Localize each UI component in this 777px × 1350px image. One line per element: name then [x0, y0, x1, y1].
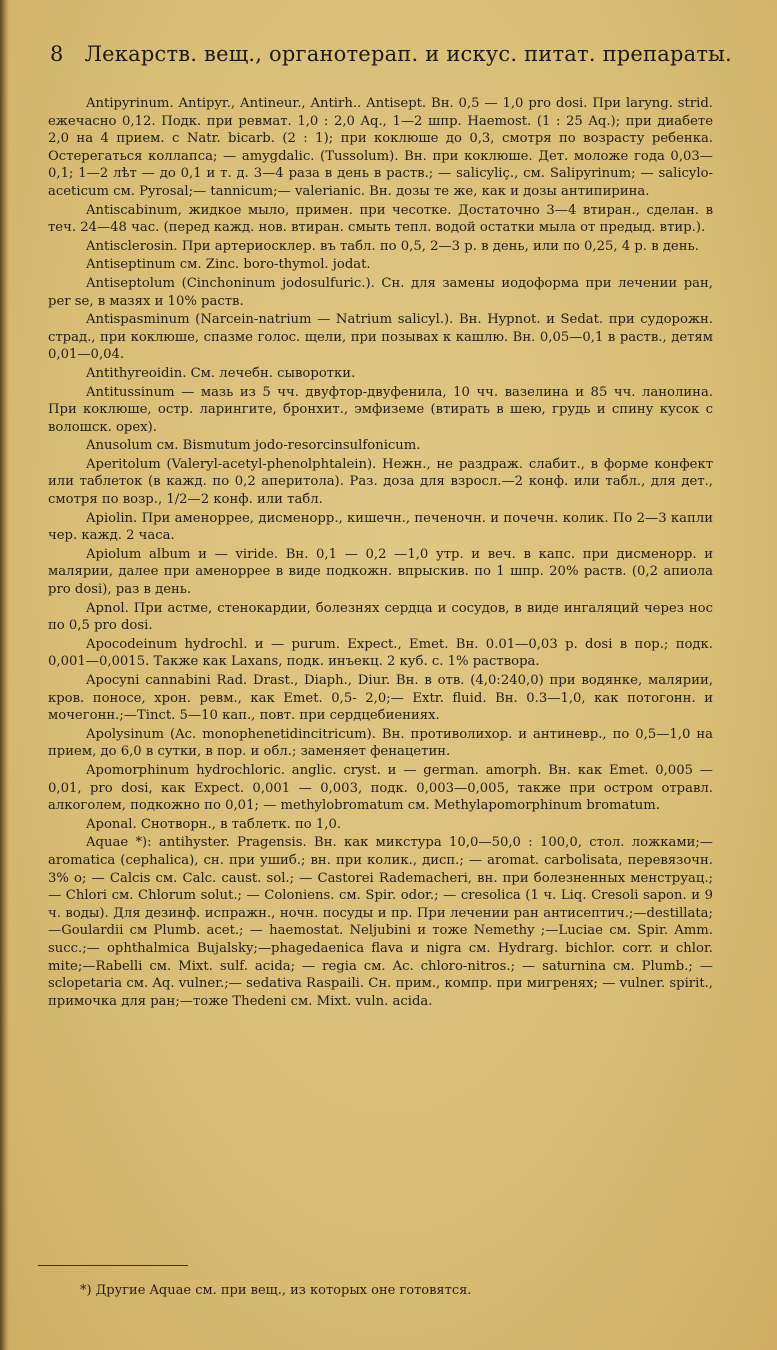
entry-apiolin: Apiolin. При аменоррее, дисменорр., кишечн., печеночн. и почечн. колик. По 2—3 капли чер. кажд. 2 часа.	[48, 510, 713, 544]
entry-antiseptolum: Antiseptolum (Cinchoninum jodosulfuric.). Сн. для замены иодоформа при лечении ран, per se, в мазях и 10% раств.	[48, 275, 713, 309]
entry-aquae: Aquae *): antihyster. Pragensis. Вн. как микстура 10,0—50,0 : 100,0, стол. ложками;—aromatica (cephalica), сн. при ушиб.; вн. при колик., дисп.; — aromat. carbolisata, перевязочн. 3% о; — Calcis см. Calc. caust. sol.; — Castorei Rademacheri, вн. при болезненных менструац.; — Chlori см. Chlorum solut.; — Coloniens. см. Spir. odor.; — cresolica (1 ч. Liq. Cresoli sapon. и 9 ч. воды). Для дезинф. испражн., ночн. посуды и пр. При лечении ран антисептич.;—destillata;—Goulardii см Plumb. acet.; — haemostat. Neljubini и тоже Nemethy ;—Luciae см. Spir. Amm. succ.;— ophthalmica Bujalsky;—phagedaenica flava и nigra см. Hydrarg. bichlor. corr. и chlor. mite;—Rabelli см. Mixt. sulf. acida; — regia см. Ac. chloro-nitros.; — saturnina см. Plumb.; — sclopetaria см. Aq. vulner.;— sedativa Raspaili. Сн. прим., компр. при мигренях; — vulner. spirit., примочка для ран;—тоже Thedeni см. Mixt. vuln. acida.	[48, 835, 713, 1009]
running-title: Лекарств. вещ., органотерап. и искус. питат. препараты.	[84, 42, 732, 66]
entry-antisclerosin: Antisclerosin. При артериосклер. въ табл. по 0,5, 2—3 р. в день, или по 0,25, 4 р. в день.	[86, 238, 699, 254]
entry-aponal: Aponal. Снотворн., в таблетк. по 1,0.	[86, 816, 342, 832]
entry-antithyreoidin: Antithyreoidin. См. лечебн. сыворотки.	[86, 365, 356, 381]
entry-antiseptinum: Antiseptinum см. Zinc. boro-thymol. jodat.	[86, 257, 371, 273]
footnote-divider	[38, 1265, 188, 1266]
entry-antitussinum: Antitussinum — мазь из 5 чч. двуфтор-двуфенила, 10 чч. вазелина и 85 чч. ланолина. При коклюше, остр. ларингите, бронхит., эмфиземе (втирать в шею, грудь и спину кусок с волошск. орех).	[48, 384, 713, 435]
entry-apocodeinum: Apocodeinum hydrochl. и — purum. Expect., Emet. Вн. 0.01—0,03 p. dosi в пор.; подк. 0,001—0,0015. Также как Laxans, подк. инъекц. 2 куб. с. 1% раствора.	[48, 636, 713, 670]
entry-antiscabinum: Antiscabinum, жидкое мыло, примен. при чесотке. Достаточно 3—4 втиран., сделан. в теч. 24—48 час. (перед кажд. нов. втиран. смыть тепл. водой остатки мыла от предыд. втир.).	[48, 202, 713, 236]
entry-apolysinum: Apolysinum (Ac. monophenetidincitricum). Вн. противолихор. и антиневр., по 0,5—1,0 на прием, до 6,0 в сутки, в пор. и обл.; заменяет фенацетин.	[48, 726, 713, 760]
entry-antispasminum: Antispasminum (Narcein-natrium — Natrium salicyl.). Вн. Hypnot. и Sedat. при судорожн. страд., при коклюше, спазме голос. щели, при позывах к кашлю. Вн. 0,05—0,1 в раств., детям 0,01—0,04.	[48, 312, 713, 363]
entry-antipyrinum: Antipyrinum. Antipyr., Antineur., Antirh.. Antisept. Вн. 0,5 — 1,0 pro dosi. При laryng. strid. ежечасно 0,12. Подк. при ревмат. 1,0 : 2,0 Aq., 1—2 шпр. Haemost. (1 : 25 Aq.); при диабете 2,0 на 4 прием. с Natr. bicarb. (2 : 1); при коклюше до 0,3, смотря по возрасту ребенка. Остерегаться коллапса; — amygdalic. (Tussolum). Вн. при коклюше. Дет. моложе года 0,03—0,1; 1—2 лѣт — до 0,1 и т. д. 3—4 раза в день в раств.; — salicyliç., см. Salipyrinum; — salicylo-aceticum см. Pyrosal;— tannicum;— valerianic. Вн. дозы те же, как и дозы антипирина.	[48, 96, 713, 199]
entry-aperitolum: Aperitolum (Valeryl-acetyl-phenolphtalein). Нежн., не раздраж. слабит., в форме конфект или таблеток (в кажд. по 0,2 аперитола). Раз. доза для взросл.—2 конф. или табл., для дет., смотря по возр., 1/2—2 конф. или табл.	[48, 456, 713, 508]
page-binding-edge	[0, 0, 9, 1350]
entry-anusolum: Anusolum см. Bismutum jodo-resorcinsulfonicum.	[86, 438, 421, 454]
page-header	[50, 42, 740, 66]
page-number: 8	[50, 42, 64, 66]
footnote: *) Другие Aquae см. при вещ., из которых оне готовятся.	[80, 1283, 472, 1298]
entry-apnol: Apnol. При астме, стенокардии, болезнях сердца и сосудов, в виде ингаляций через нос по 0,5 pro dosi.	[48, 600, 713, 634]
entries-list	[48, 95, 713, 1011]
entry-apomorphinum: Apomorphinum hydrochloric. anglic. cryst. и — german. amorph. Вн. как Emet. 0,005 — 0,01, pro dosi, как Expect. 0,001 — 0,003, подк. 0,003—0,005, также при остром отравл. алкоголем, подкожно по 0,01; — methylobromatum см. Methylapomorphinum bromatum.	[48, 762, 713, 814]
entry-apiolum: Apiolum album и — viride. Вн. 0,1 — 0,2 —1,0 утр. и веч. в капс. при дисменорр. и малярии, далее при аменоррее в виде подкожн. впрыскив. по 1 шпр. 20% раств. (0,2 апиола pro dosi), раз в день.	[48, 546, 713, 598]
entry-apocyni: Apocyni cannabini Rad. Drast., Diaph., Diur. Вн. в отв. (4,0:240,0) при водянке, малярии, кров. поносе, хрон. ревм., как Emet. 0,5- 2,0;— Extr. fluid. Вн. 0.3—1,0, как потогонн. и мочегонн.;—Tinct. 5—10 кап., повт. при сердцебиениях.	[48, 673, 713, 724]
